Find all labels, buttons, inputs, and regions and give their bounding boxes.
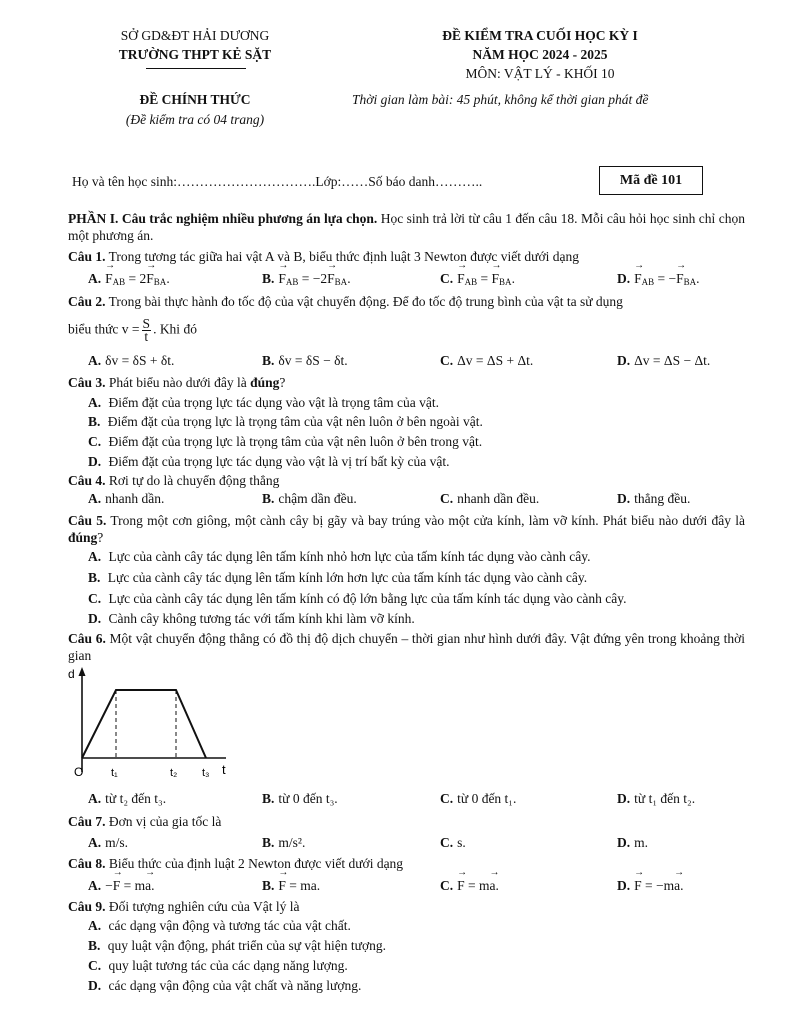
exam-code-box xyxy=(599,166,703,195)
q8-option-c[interactable]: C.→ F = m→ a. xyxy=(440,877,499,894)
speed-fraction: $\frac{S}{t}$ xyxy=(142,316,151,344)
question-2 xyxy=(68,293,745,310)
question-7-label: Câu 7. xyxy=(68,814,106,829)
t2-label: t₂ xyxy=(170,767,178,779)
q4-option-c[interactable]: C. nhanh dần đều. xyxy=(440,491,540,506)
q1-option-d[interactable]: $D.\to F_{AB}$ = −→ $F_{BA}$. xyxy=(617,270,700,291)
question-5-label: Câu 5. xyxy=(68,513,107,528)
q4-option-b[interactable]: B. chậm dần đều. xyxy=(262,491,357,506)
q4-option-d[interactable]: D. thẳng đều. xyxy=(617,491,691,506)
q8-option-d[interactable]: D.→ F = −m→ a. xyxy=(617,877,684,894)
question-4: Câu 4. Rơi tự do là chuyển động thẳng xyxy=(68,473,280,488)
q8-option-b[interactable]: B.→ F = ma. xyxy=(262,877,320,894)
time-note: Thời gian làm bài: 45 phút, không kể thời gian phát đề xyxy=(352,92,649,107)
q3-option-c[interactable]: C. Điểm đặt của trọng lực là trọng tâm của vật nên luôn ở bên trong vật. xyxy=(88,434,483,449)
question-3-label: Câu 3. xyxy=(68,375,106,390)
part1-heading xyxy=(68,210,745,244)
part1-instruction: Học sinh trả lời từ câu 1 đến câu 18. Mỗi câu hỏi học sinh chỉ chọn một phương án. xyxy=(68,211,746,243)
t-label: t xyxy=(222,762,226,777)
q5-option-b[interactable]: B. Lực của cành cây tác dụng lên tấm kính lớn hơn lực của tấm kính tác dụng vào cành cây. xyxy=(88,570,588,585)
q3-option-b[interactable]: B. Điểm đặt của trọng lực là trọng tâm của vật nên luôn ở bên ngoài vật. xyxy=(88,414,483,429)
d-axis-arrow xyxy=(79,667,86,676)
exam-title: ĐỀ KIỂM TRA CUỐI HỌC KỲ I xyxy=(442,28,638,43)
q9-option-b[interactable]: B. quy luật vận động, phát triển của sự vật hiện tượng. xyxy=(88,938,386,953)
q5-option-a[interactable]: A. Lực của cành cây tác dụng lên tấm kính nhỏ hơn lực của tấm kính tác dụng vào cành cây. xyxy=(88,549,591,564)
q2-option-a[interactable]: A. δv = δS + δt. xyxy=(88,353,175,368)
question-8: Câu 8. Biểu thức của định luật 2 Newton được viết dưới dạng xyxy=(68,856,404,871)
question-1-text: Trong tương tác giữa hai vật A và B, biểu thức định luật 3 Newton được viết dưới dạng xyxy=(105,249,579,264)
school-name: TRƯỜNG THPT KẺ SẶT xyxy=(118,47,272,62)
school-year: NĂM HỌC 2024 - 2025 xyxy=(472,47,608,62)
question-5: Câu 5. Trong một cơn giông, một cành cây bị gãy và bay trúng vào một cửa kính, làm vỡ kính. Phát biểu nào dưới đây là đúng? xyxy=(68,513,746,545)
question-6: Câu 6. Một vật chuyển động thẳng có đồ thị độ dịch chuyển – thời gian như hình dưới đây. Vật đứng yên trong khoảng thời gian xyxy=(68,631,745,663)
q8-option-a[interactable]: A. −→ F = m→ a. xyxy=(88,877,155,894)
q4-option-a[interactable]: A. nhanh dần. xyxy=(88,491,165,506)
q2-option-d[interactable]: D. Δv = ΔS − Δt. xyxy=(617,353,711,368)
question-9-label: Câu 9. xyxy=(68,899,106,914)
q2-option-c[interactable]: C. Δv = ΔS + Δt. xyxy=(440,353,534,368)
graph-line xyxy=(82,690,206,758)
question-7: Câu 7. Đơn vị của gia tốc là xyxy=(68,814,222,829)
student-info-line: Họ và tên học sinh:………………………….Lớp:……Số báo danh……….. xyxy=(72,174,483,189)
d-label: d xyxy=(68,667,75,681)
q7-option-c[interactable]: C. s. xyxy=(440,835,466,850)
t3-label: t₃ xyxy=(202,767,210,779)
subject: MÔN: VẬT LÝ - KHỐI 10 xyxy=(465,66,615,81)
exam-code: Mã đề 101 xyxy=(619,172,683,188)
question-2-label: Câu 2. xyxy=(68,294,106,309)
q2-option-b[interactable]: B. δv = δS − δt. xyxy=(262,353,348,368)
question-6-label: Câu 6. xyxy=(68,631,106,646)
part1-title: PHẦN I. Câu trắc nghiệm nhiều phương án lựa chọn. xyxy=(68,211,378,226)
q1-option-c[interactable]: $C.\to F_{AB}$ = → $F_{BA}$. xyxy=(440,270,515,291)
question-9: Câu 9. Đối tượng nghiên cứu của Vật lý là xyxy=(68,899,300,914)
official-label: ĐỀ CHÍNH THỨC xyxy=(139,92,251,107)
displacement-time-graph xyxy=(66,664,246,782)
q9-option-a[interactable]: A. các dạng vận động và tương tác của vật chất. xyxy=(88,918,351,933)
q6-option-a[interactable]: A. từ t₂ đến t₃. xyxy=(88,791,167,806)
question-8-label: Câu 8. xyxy=(68,856,106,871)
q6-option-c[interactable]: C. từ 0 đến t₁. xyxy=(440,791,517,806)
q3-option-d[interactable]: D. Điểm đặt của trọng lực tác dụng vào vật là vị trí bất kỳ của vật. xyxy=(88,454,450,469)
question-2-formula-line: biểu thức v = $\frac{S}{t}$ . Khi đó xyxy=(68,316,197,344)
q6-option-d[interactable]: D. từ t₁ đến t₂. xyxy=(617,791,696,806)
department-name: SỞ GD&ĐT HẢI DƯƠNG xyxy=(120,28,270,43)
question-1-label: Câu 1. xyxy=(68,249,106,264)
q9-option-c[interactable]: C. quy luật tương tác của các dạng năng lượng. xyxy=(88,958,348,973)
q5-option-d[interactable]: D. Cành cây không tương tác với tấm kính khi làm vỡ kính. xyxy=(88,611,415,626)
q9-option-d[interactable]: D. các dạng vận động của vật chất và năng lượng. xyxy=(88,978,362,993)
q3-option-a[interactable]: A. Điểm đặt của trọng lực tác dụng vào vật là trọng tâm của vật. xyxy=(88,395,439,410)
origin-label: O xyxy=(74,765,84,779)
q1-option-b[interactable]: $B.\to F_{AB} = -2\to F_{BA}$. xyxy=(262,270,351,291)
q5-option-c[interactable]: C. Lực của cành cây tác dụng lên tấm kính có độ lớn bằng lực của tấm kính tác dụng vào cành cây. xyxy=(88,591,627,606)
t1-label: t₁ xyxy=(111,767,118,779)
q7-option-a[interactable]: A. m/s. xyxy=(88,835,129,850)
q7-option-d[interactable]: D. m. xyxy=(617,835,649,850)
pages-note: (Đề kiểm tra có 04 trang) xyxy=(125,112,265,127)
q7-option-b[interactable]: B. m/s². xyxy=(262,835,306,850)
question-2-text: Trong bài thực hành đo tốc độ của vật chuyển động. Để đo tốc độ trung bình của vật ta sử dụng xyxy=(105,294,623,309)
school-underline xyxy=(146,68,246,69)
q6-option-b[interactable]: B. từ 0 đến t₃. xyxy=(262,791,338,806)
q1-option-a[interactable]: $A.\to F_{AB} = 2\to F_{BA}$. xyxy=(88,270,170,291)
question-4-label: Câu 4. xyxy=(68,473,106,488)
question-3: Câu 3. Phát biểu nào dưới đây là đúng? xyxy=(68,375,286,390)
